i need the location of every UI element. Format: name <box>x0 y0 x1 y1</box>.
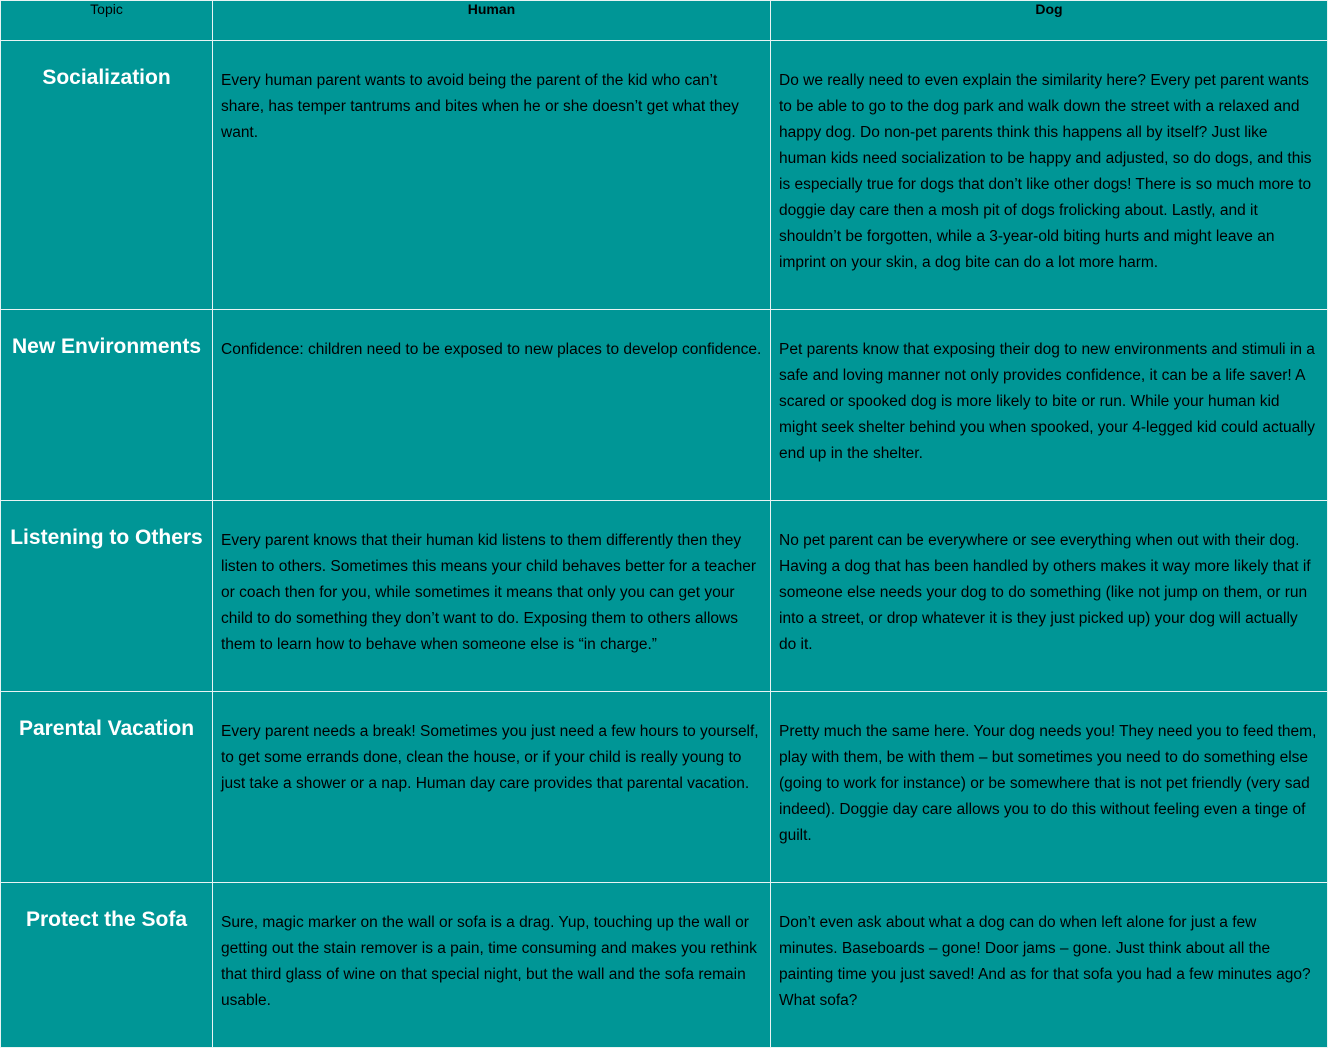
dog-cell: Pet parents know that exposing their dog to new environments and stimuli in a safe and loving manner not only provides confidence, it can be a life saver! A scared or spooked dog is more likely to bite or run. While your human kid might seek shelter behind you when spooked, your 4-legged kid could actually end up in the shelter. <box>771 310 1328 501</box>
human-cell: Every parent needs a break! Sometimes you just need a few hours to yourself, to get some errands done, clean the house, or if your child is really young to just take a shower or a nap. Human day care provides that parental vacation. <box>213 692 771 883</box>
dog-cell: Do we really need to even explain the similarity here? Every pet parent wants to be able to go to the dog park and walk down the street with a relaxed and happy dog. Do non-pet parents think this happens all by itself? Just like human kids need socialization to be happy and adjusted, so do dogs, and this is especially true for dogs that don’t like other dogs! There is so much more to doggie day care then a mosh pit of dogs frolicking about. Lastly, and it shouldn’t be forgotten, while a 3-year-old biting hurts and might leave an imprint on your skin, a dog bite can do a lot more harm. <box>771 41 1328 310</box>
header-topic: Topic <box>1 1 213 41</box>
topic-cell: Socialization <box>1 41 213 310</box>
table-row <box>1 310 1328 501</box>
table-header <box>1 1 1328 41</box>
topic-cell: Parental Vacation <box>1 692 213 883</box>
human-cell: Every parent knows that their human kid listens to them differently then they listen to others. Sometimes this means your child behaves better for a teacher or coach then for you, while sometimes it means that only you can get your child to do something they don’t want to do. Exposing them to others allows them to learn how to behave when someone else is “in charge.” <box>213 501 771 692</box>
human-cell: Sure, magic marker on the wall or sofa is a drag. Yup, touching up the wall or getting out the stain remover is a pain, time consuming and makes you rethink that third glass of wine on that special night, but the wall and the sofa remain usable. <box>213 883 771 1048</box>
table-row <box>1 41 1328 310</box>
topic-cell: Listening to Others <box>1 501 213 692</box>
table-row <box>1 501 1328 692</box>
dog-cell: Don’t even ask about what a dog can do when left alone for just a few minutes. Baseboards – gone! Door jams – gone. Just think about all the painting time you just saved! And as for that sofa you had a few minutes ago? What sofa? <box>771 883 1328 1048</box>
table-body <box>1 41 1328 1048</box>
header-row <box>1 1 1328 41</box>
human-cell: Confidence: children need to be exposed to new places to develop confidence. <box>213 310 771 501</box>
topic-cell: New Environments <box>1 310 213 501</box>
header-dog: Dog <box>771 1 1328 41</box>
human-cell: Every human parent wants to avoid being the parent of the kid who can’t share, has temper tantrums and bites when he or she doesn’t get what they want. <box>213 41 771 310</box>
topic-cell: Protect the Sofa <box>1 883 213 1048</box>
table-row <box>1 692 1328 883</box>
header-human: Human <box>213 1 771 41</box>
table-row <box>1 883 1328 1048</box>
dog-cell: Pretty much the same here. Your dog needs you! They need you to feed them, play with them, be with them – but sometimes you need to do something else (going to work for instance) or be somewhere that is not pet friendly (very sad indeed). Doggie day care allows you to do this without feeling even a tinge of guilt. <box>771 692 1328 883</box>
dog-cell: No pet parent can be everywhere or see everything when out with their dog. Having a dog that has been handled by others makes it way more likely that if someone else needs your dog to do something (like not jump on them, or run into a street, or drop whatever it is they just picked up) your dog will actually do it. <box>771 501 1328 692</box>
